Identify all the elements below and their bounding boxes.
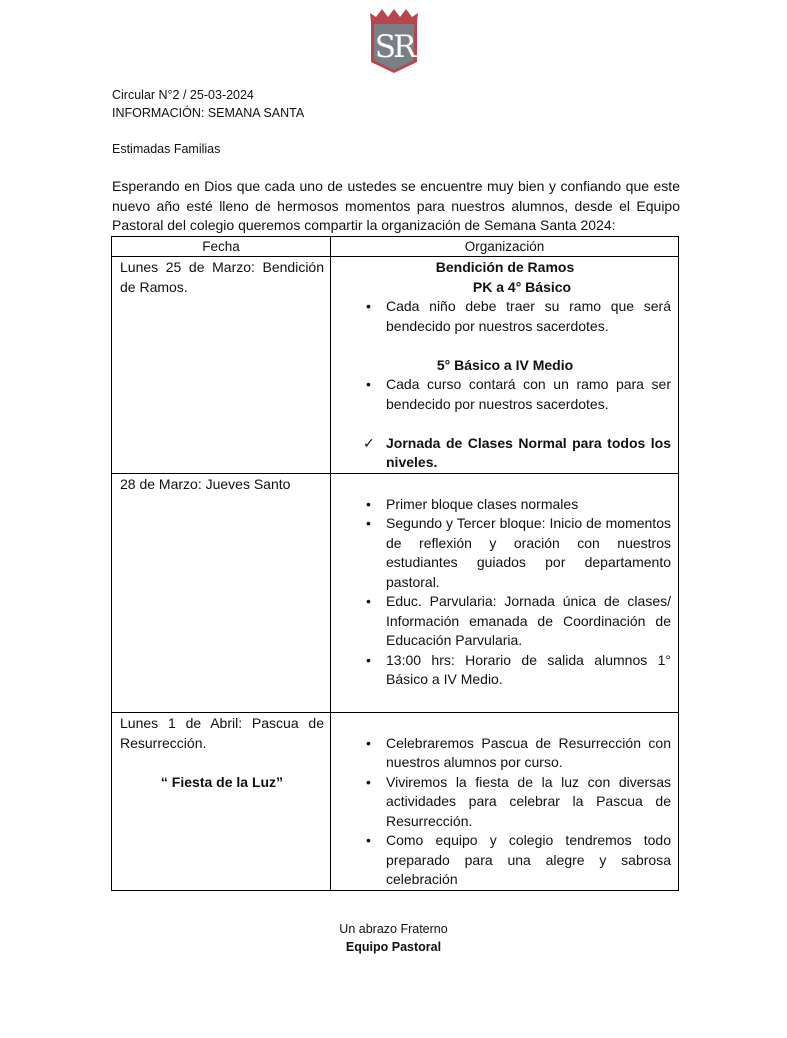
date-cell — [112, 257, 331, 474]
list-item: • Cada niño debe traer su ramo que será bendecido por nuestros sacerdotes. — [339, 297, 671, 336]
table-row — [112, 713, 679, 891]
organization-cell — [331, 713, 679, 891]
list-item: • Primer bloque clases normales — [339, 495, 671, 515]
section-title: Bendición de Ramos — [435, 259, 575, 275]
date-cell — [112, 474, 331, 713]
organization-cell — [331, 257, 679, 474]
circular-number: Circular N°2 / 25-03-2024 — [112, 88, 254, 102]
organization-cell — [331, 474, 679, 713]
date-text: Lunes 25 de Marzo: Bendición de Ramos. — [120, 259, 324, 295]
intro-paragraph: Esperando en Dios que cada uno de ustedes se encuentre muy bien y confiando que este nuevo año esté lleno de hermosos momentos para nuestros alumnos, desde el Equipo Pastoral del colegio queremos compartir la organización de Semana Santa 2024: — [112, 178, 680, 233]
header-organizacion: Organización — [331, 237, 679, 257]
schedule-table — [111, 236, 679, 891]
header-fecha: Fecha — [112, 237, 331, 257]
group-label: PK a 4° Básico — [472, 278, 572, 295]
closing-line: Un abrazo Fraterno — [339, 922, 448, 936]
document-subject: INFORMACIÓN: SEMANA SANTA — [112, 106, 305, 120]
list-item: • Como equipo y colegio tendremos todo preparado para una alegre y sabrosa celebración — [339, 831, 671, 890]
table-row — [112, 474, 679, 713]
date-text: Lunes 1 de Abril: Pascua de Resurrección. — [120, 715, 324, 751]
event-name: “ Fiesta de la Luz” — [160, 773, 284, 790]
list-item: • Segundo y Tercer bloque: Inicio de momentos de reflexión y oración con nuestros estudiantes guiados por departamento pastoral. — [339, 514, 671, 592]
group-label: 5° Básico a IV Medio — [436, 356, 574, 373]
greeting: Estimadas Familias — [112, 142, 221, 156]
list-item: • Celebraremos Pascua de Resurrección con nuestros alumnos por curso. — [339, 734, 671, 773]
date-text: 28 de Marzo: Jueves Santo — [120, 476, 291, 492]
date-cell — [112, 713, 331, 891]
checkmark-item: ✓ Jornada de Clases Normal para todos los niveles. — [339, 434, 671, 473]
school-logo — [368, 8, 420, 74]
list-item: • 13:00 hrs: Horario de salida alumnos 1° Básico a IV Medio. — [339, 651, 671, 690]
list-item: • Educ. Parvularia: Jornada única de clases/ Información emanada de Coordinación de Educación Parvularia. — [339, 592, 671, 651]
table-header-row — [112, 237, 679, 257]
list-item: • Viviremos la fiesta de la luz con diversas actividades para celebrar la Pascua de Resurrección. — [339, 773, 671, 832]
logo-monogram: SR — [374, 29, 414, 65]
list-item: • Cada curso contará con un ramo para ser bendecido por nuestros sacerdotes. — [339, 375, 671, 414]
signature: Equipo Pastoral — [345, 940, 442, 954]
table-row — [112, 257, 679, 474]
